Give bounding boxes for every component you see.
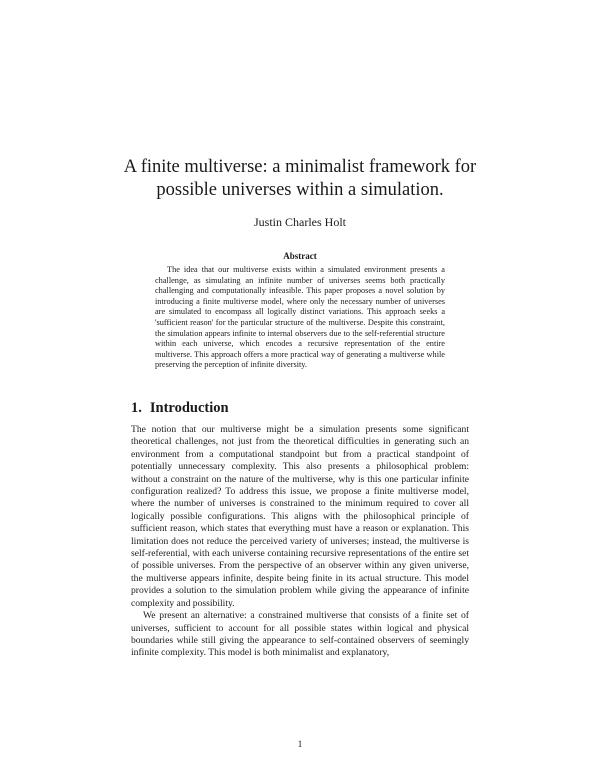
body-paragraph: We present an alternative: a constrained multiverse that consists of a finite set of universes, sufficient to account for all possible states within logical and physical boundaries while still giving the appearance to self-contained observers of seemingly infinite complexity. This model is both minimalist and explanatory, [131, 610, 469, 659]
section-body [131, 424, 469, 660]
paper-author: Justin Charles Holt [254, 215, 346, 229]
section-title: Introduction [149, 400, 229, 416]
section-number: 1. [131, 400, 142, 416]
abstract-text: The idea that our multiverse exists within a simulated environment presents a challenge, as simulating an infinite number of universes seems both practically challenging and computationally infeasible. This paper proposes a novel solution by introducing a finite multiverse model, where only the necessary number of universes are simulated to encompass all logically distinct variations. This approach seeks a 'sufficient reason' for the particular structure of the multiverse. Despite this constraint, the simulation appears infinite to internal observers due to the self-referential structure within each universe, which encodes a recursive representation of the entire multiverse. This approach offers a more practical way of generating a multiverse while preserving the perception of infinite diversity. [155, 265, 445, 370]
section-heading [131, 400, 471, 417]
body-paragraph: The notion that our multiverse might be a simulation presents some significant theoretical challenges, not just from the theoretical difficulties in generating such an environment from a computational standpoint but from a practical standpoint of potentially unnecessary complexity. This also presents a philosophical problem: without a constraint on the nature of the multiverse, why is this one particular infinite configuration realized? To address this issue, we propose a finite multiverse model, where the number of universes is constrained to the minimum required to cover all logically possible configurations. This aligns with the philosophical principle of sufficient reason, which states that everything must have a reason or explanation. This limitation does not reduce the perceived variety of universes; instead, the multiverse is self-referential, with each universe containing recursive representations of the entire set of possible universes. From the perspective of an observer within any given universe, the multiverse appears infinite, despite being finite in its actual structure. This model provides a solution to the simulation problem while giving the appearance of infinite complexity and possibility. [131, 424, 469, 609]
paper-title: A finite multiverse: a minimalist framework for possible universes within a simulation. [123, 157, 477, 200]
abstract-heading: Abstract [283, 251, 317, 261]
page-number: 1 [297, 740, 303, 750]
